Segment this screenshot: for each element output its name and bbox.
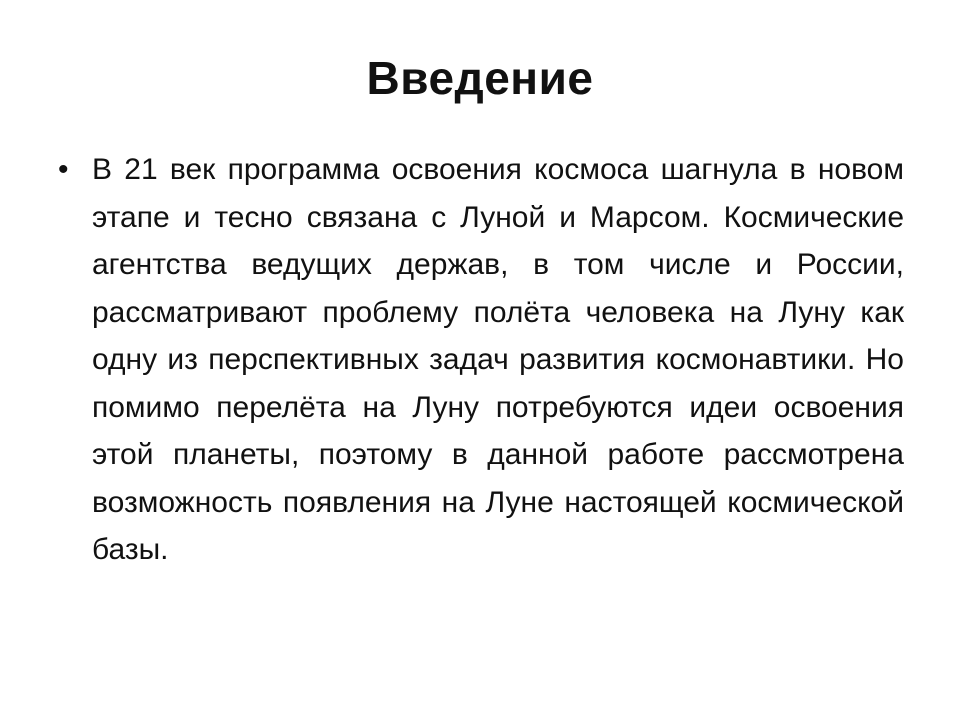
bullet-text: В 21 век программа освоения космоса шагнула в новом этапе и тесно связана с Луной и Марсом. Космические агентства ведущих держав, в том числе и России, рассматривают проблему полёта человека на Луну как одну из перспективных задач развития космонавтики. Но помимо перелёта на Луну потребуются идеи освоения этой планеты, поэтому в данной работе рассмотрена возможность появления на Луне настоящей космической базы. <box>92 153 904 566</box>
bullet-item <box>56 146 904 574</box>
bullet-icon: • <box>58 153 69 186</box>
slide-content <box>56 146 904 574</box>
slide-title: Введение <box>366 52 594 104</box>
